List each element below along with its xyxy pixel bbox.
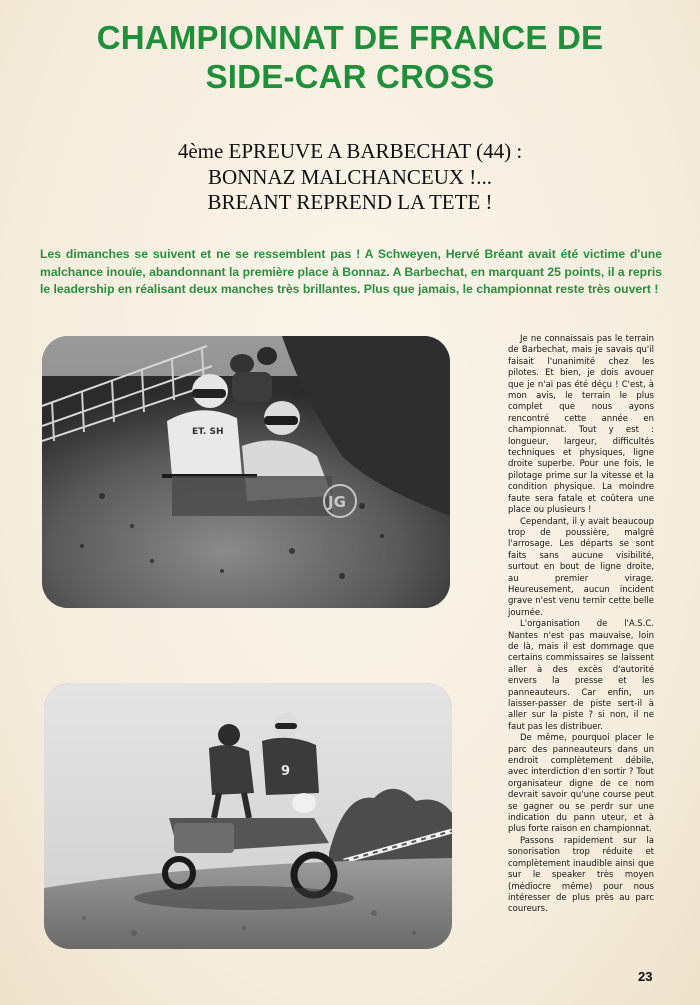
photo-sidecar-crew: [44, 683, 452, 949]
article-body: [508, 334, 654, 916]
article-paragraph-3: L'organisation de l'A.S.C. Nantes n'est pas mauvaise, loin de là, mais il est dommage que certains commissaires se laissent aller à des excès d'autorité envers la presse et les panneauteurs. Car enfin, un laisser-passer de piste sert-il à aller sur la piste ? si non, il ne faut pas les distribuer.: [508, 619, 654, 732]
article-paragraph-5: Passons rapidement sur la sonorisation trop réduite et complètement inaudible ainsi que sur le speaker très moyen (médiocre même) pour nous intéresser de plus près au parc coureurs.: [508, 835, 654, 915]
photo-sidecar-dust-image: [42, 336, 450, 608]
photo-sidecar-dust: [42, 336, 450, 608]
subheadline: [90, 139, 610, 216]
rider-bib-number: 9: [281, 764, 291, 779]
rider-jersey-text: ET. SH: [192, 427, 224, 437]
subheadline-line-2: BONNAZ MALCHANCEUX !...: [207, 164, 493, 189]
article-paragraph-2: Cependant, il y avait beaucoup trop de poussière, malgré l'arrosage. Les départs se sont faits sans aucune visibilité, surtout en bout de ligne droite, au premier virage. Heureusement, aucun incident grave n'est venu ternir cette belle journée.: [508, 516, 654, 618]
article-paragraph-1: Je ne connaissais pas le terrain de Barbechat, mais je savais qu'il faisait l'unanimité chez les pilotes. Et bien, je dois avouer que je n'ai pas été déçu ! C'est, à mon avis, le terrain le plus complet que nous ayons rencontré cette année en championnat. Tout y est : longueur, largeur, difficultés techniques et physiques, ligne droite superbe. Pour une fois, le pilotage prime sur la vitesse et la condition physique. La moindre faute sera fatale et coûtera une place ou plusieurs !: [508, 334, 654, 516]
photo-sidecar-crew-image: [44, 683, 452, 949]
article-paragraph-4: De même, pourquoi placer le parc des panneauteurs dans un endroit complètement débile, avec interdiction d'en sortir ? Tout organisateur digne de ce nom devrait savoir qu'une course peut se gagner ou se perdr sur une indication du pann uteur, et à plus forte raison en championnat.: [508, 733, 654, 835]
headline: [20, 18, 680, 96]
page-number: 23: [638, 969, 653, 984]
lead-paragraph: Les dimanches se suivent et ne se ressemblent pas ! A Schweyen, Hervé Bréant avait été victime d'une malchance inouïe, abandonnant la première place à Bonnaz. A Barbechat, en marquant 25 points, il a repris le leadership en réalisant deux manches très brillantes. Plus que jamais, le championnat reste très ouvert !: [40, 247, 662, 296]
headline-line-2: SIDE-CAR CROSS: [205, 58, 495, 95]
subheadline-line-1: 4ème EPREUVE A BARBECHAT (44) :: [177, 139, 523, 163]
watermark-text: JG: [328, 493, 346, 511]
subheadline-line-3: BREANT REPREND LA TETE !: [207, 190, 493, 214]
headline-line-1: CHAMPIONNAT DE FRANCE DE: [96, 19, 604, 56]
